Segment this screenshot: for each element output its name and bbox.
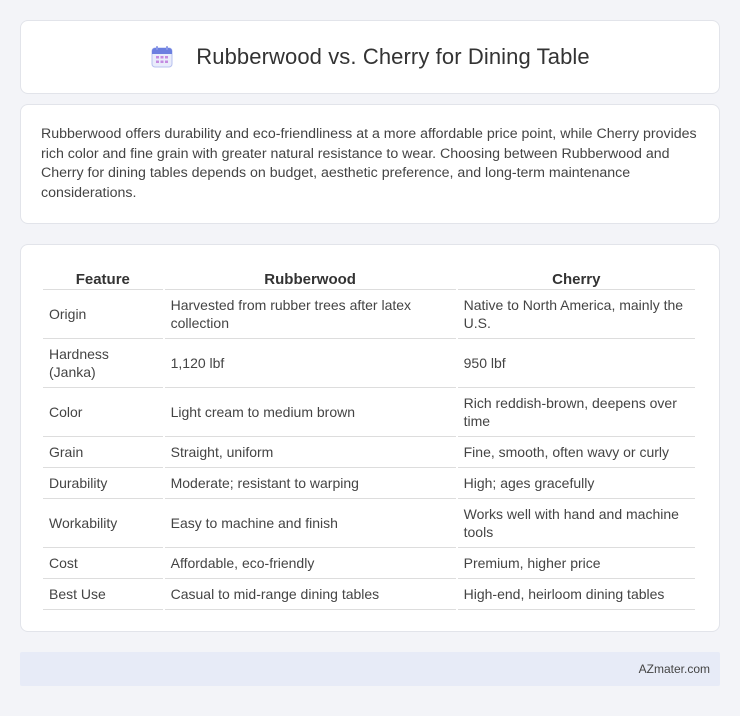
cell-feature: Best Use — [43, 579, 163, 610]
cell-cherry: High-end, heirloom dining tables — [458, 579, 695, 610]
cell-feature: Workability — [43, 499, 163, 548]
cell-rubberwood: Harvested from rubber trees after latex collection — [165, 290, 456, 339]
comparison-table — [41, 265, 697, 610]
table-row — [43, 290, 695, 339]
cell-cherry: Native to North America, mainly the U.S. — [458, 290, 695, 339]
footer-brand[interactable]: AZmater.com — [638, 662, 710, 676]
header-feature: Feature — [43, 265, 163, 290]
table-row — [43, 499, 695, 548]
table-row — [43, 437, 695, 468]
cell-cherry: Works well with hand and machine tools — [458, 499, 695, 548]
cell-cherry: 950 lbf — [458, 339, 695, 388]
cell-feature: Hardness (Janka) — [43, 339, 163, 388]
cell-rubberwood: 1,120 lbf — [165, 339, 456, 388]
header-card — [20, 20, 720, 94]
calendar-icon — [150, 45, 174, 69]
cell-rubberwood: Casual to mid-range dining tables — [165, 579, 456, 610]
cell-feature: Durability — [43, 468, 163, 499]
header-rubberwood: Rubberwood — [165, 265, 456, 290]
table-row — [43, 579, 695, 610]
table-row — [43, 388, 695, 437]
comparison-table-card — [20, 244, 720, 632]
cell-rubberwood: Moderate; resistant to warping — [165, 468, 456, 499]
cell-feature: Origin — [43, 290, 163, 339]
cell-rubberwood: Easy to machine and finish — [165, 499, 456, 548]
table-row — [43, 339, 695, 388]
cell-rubberwood: Straight, uniform — [165, 437, 456, 468]
table-row — [43, 548, 695, 579]
cell-cherry: High; ages gracefully — [458, 468, 695, 499]
summary-text: Rubberwood offers durability and eco-friendliness at a more affordable price point, while Cherry provides rich color and fine grain with greater natural resistance to wear. Choosing between Rubberwood and Cherry for dining tables depends on budget, aesthetic preference, and long-term maintenance considerations. — [41, 126, 697, 201]
cell-cherry: Premium, higher price — [458, 548, 695, 579]
table-header-row — [43, 265, 695, 290]
cell-rubberwood: Light cream to medium brown — [165, 388, 456, 437]
header-cherry: Cherry — [458, 265, 695, 290]
summary-card — [20, 104, 720, 224]
cell-rubberwood: Affordable, eco-friendly — [165, 548, 456, 579]
table-row — [43, 468, 695, 499]
cell-feature: Grain — [43, 437, 163, 468]
footer-bar — [20, 652, 720, 686]
cell-feature: Color — [43, 388, 163, 437]
cell-feature: Cost — [43, 548, 163, 579]
page-title: Rubberwood vs. Cherry for Dining Table — [196, 44, 590, 69]
cell-cherry: Fine, smooth, often wavy or curly — [458, 437, 695, 468]
title-wrap — [150, 44, 589, 70]
cell-cherry: Rich reddish-brown, deepens over time — [458, 388, 695, 437]
